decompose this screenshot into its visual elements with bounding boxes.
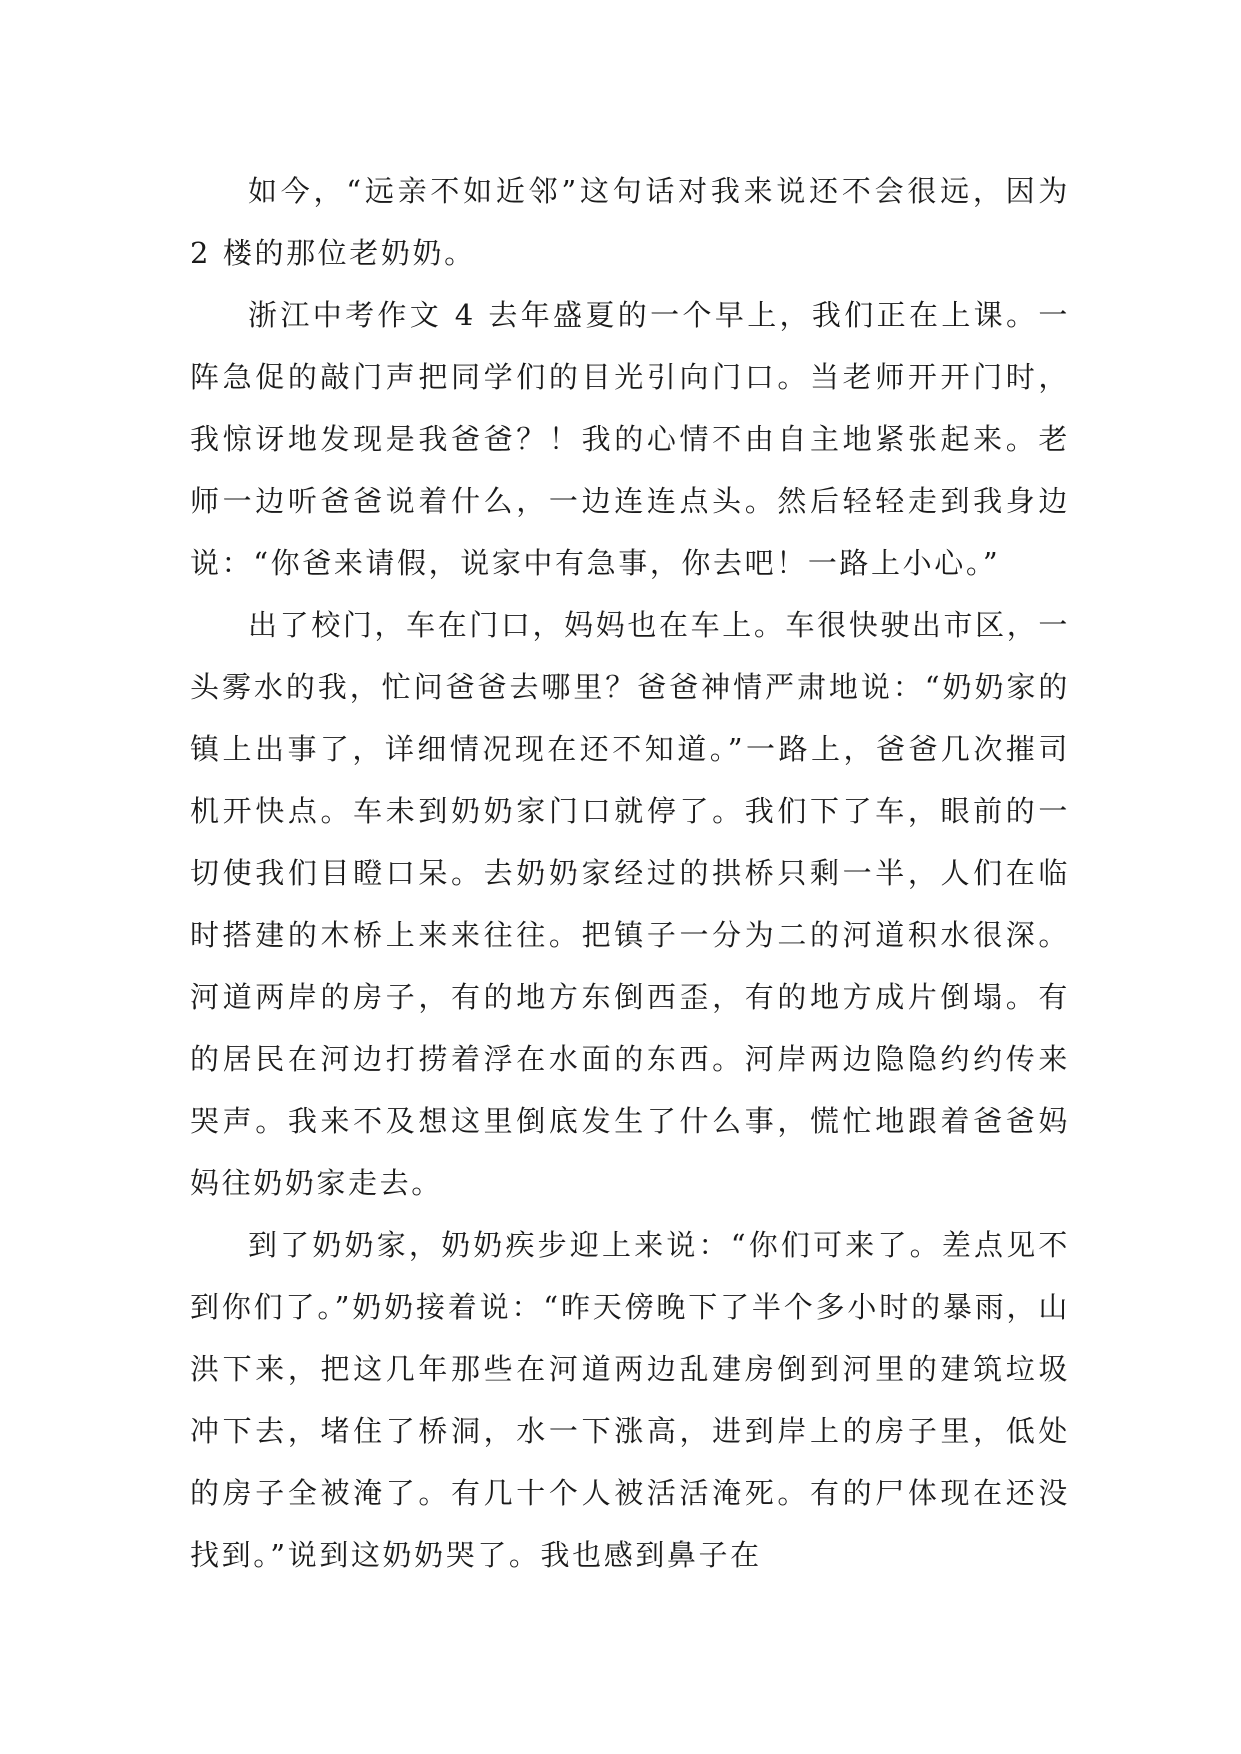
paragraph-leaving-school: 出了校门，车在门口，妈妈也在车上。车很快驶出市区，一头雾水的我，忙问爸爸去哪里？爸爸神情严肃地说：“奶奶家的镇上出事了，详细情况现在还不知道。”一路上，爸爸几次摧司机开快点。车未到奶奶家门口就停了。我们下了车，眼前的一切使我们目瞪口呆。去奶奶家经过的拱桥只剩一半，人们在临时搭建的木桥上来来往往。把镇子一分为二的河道积水很深。河道两岸的房子，有的地方东倒西歪，有的地方成片倒塌。有的居民在河边打捞着浮在水面的东西。河岸两边隐隐约约传来哭声。我来不及想这里倒底发生了什么事，慌忙地跟着爸爸妈妈往奶奶家走去。 bbox=[190, 608, 1070, 1200]
paragraph-neighbor: 如今，“远亲不如近邻”这句话对我来说还不会很远，因为 2 楼的那位老奶奶。 bbox=[190, 174, 1070, 270]
paragraph-grandma-home: 到了奶奶家，奶奶疾步迎上来说：“你们可来了。差点见不到你们了。”奶奶接着说：“昨天傍晚下了半个多小时的暴雨，山洪下来，把这几年那些在河道两边乱建房倒到河里的建筑垃圾冲下去，堵住了桥洞，水一下涨高，进到岸上的房子里，低处的房子全被淹了。有几十个人被活活淹死。有的尸体现在还没找到。”说到这奶奶哭了。我也感到鼻子在 bbox=[190, 1228, 1070, 1572]
paragraph-essay-4-start: 浙江中考作文 4 去年盛夏的一个早上，我们正在上课。一阵急促的敲门声把同学们的目光引向门口。当老师开开门时，我惊讶地发现是我爸爸？！我的心情不由自主地紧张起来。老师一边听爸爸说着什么，一边连连点头。然后轻轻走到我身边说：“你爸来请假，说家中有急事，你去吧！一路上小心。” bbox=[190, 298, 1070, 580]
essay-body bbox=[190, 160, 1070, 1586]
